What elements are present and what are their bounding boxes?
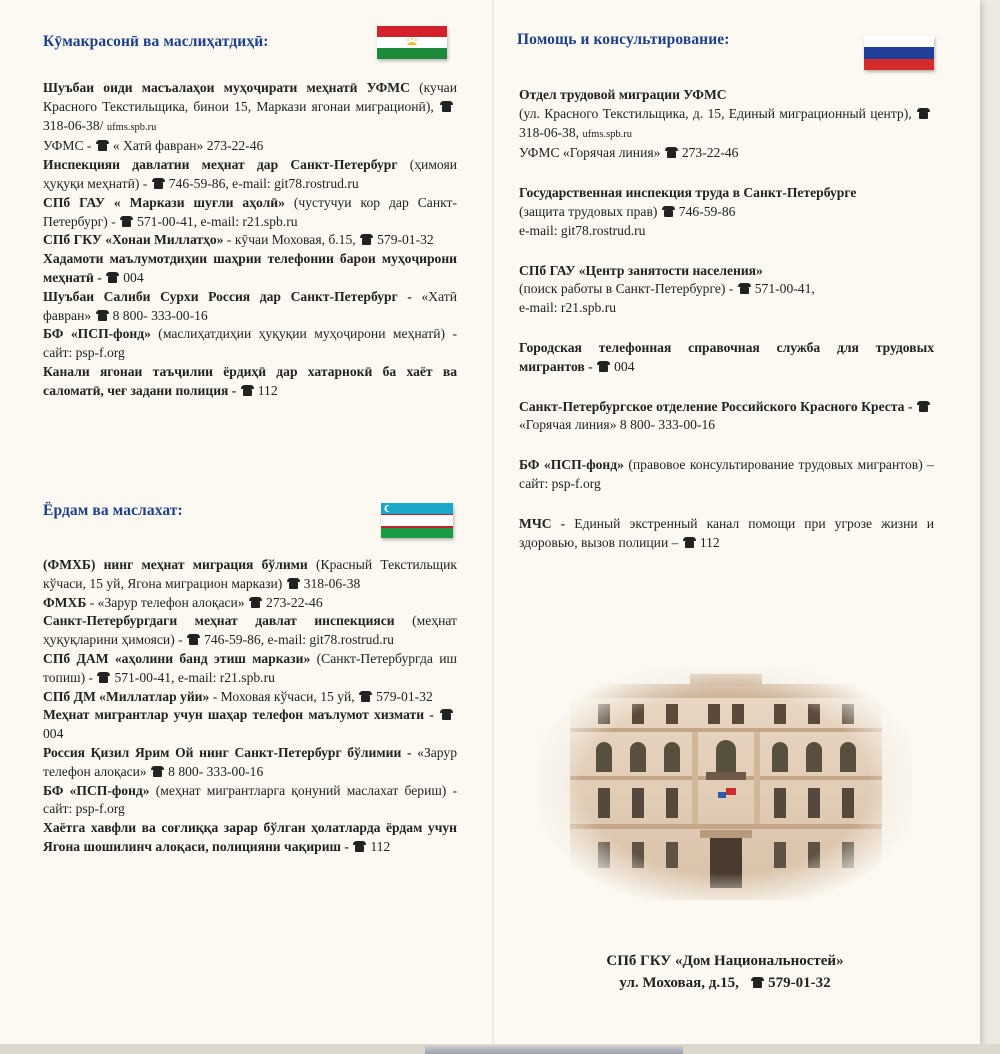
phone-number: 746-59-86, e-mail: git78.rostrud.ru [168, 175, 359, 191]
entry-text: (маслиҳатдиҳии ҳуқуқии муҳоҷирони меҳнатӣ) - сайт: psp-f.org [43, 326, 457, 361]
entry-title: БФ «ПСП-фонд» [43, 782, 150, 798]
russia-flag [864, 36, 934, 70]
entry-title: БФ «ПСП-фонд» [519, 457, 624, 473]
entry-text: (защита трудовых прав) [519, 203, 658, 219]
tajik-entry-3 [43, 156, 457, 194]
phone-icon [682, 537, 697, 548]
phone-icon [359, 234, 374, 245]
phone-number: 318-06-38, [519, 124, 580, 140]
russian-entry-7 [519, 515, 934, 553]
phone-icon [95, 140, 110, 151]
entry-title: Санкт-Петербургское отделение Российского Красного Креста - [519, 398, 913, 414]
phone-number: 746-59-86, e-mail: git78.rostrud.ru [204, 632, 394, 648]
entry-text: (чустучуи кор дар Санкт-Петербург) - [43, 194, 457, 229]
tajik-entry-6 [43, 250, 457, 288]
uzbek-entry-5 [43, 688, 457, 707]
phone-icon [119, 216, 134, 227]
russian-entry-4 [519, 339, 934, 377]
entry-title: Городская телефонная справочная служба для трудовых мигрантов - [519, 339, 934, 374]
russian-entry-3 [519, 262, 934, 318]
entry-text: (Санкт-Петербургда иш топиш) - [43, 650, 457, 685]
entry-text: (меҳнат ҳуқуқларини ҳимояси) - [43, 613, 457, 648]
uzbek-entry-3 [43, 612, 457, 650]
russian-entry-5 [519, 398, 934, 436]
phone-number: 004 [123, 269, 144, 285]
phone-icon [240, 385, 255, 396]
footer-phone: 579-01-32 [768, 975, 831, 991]
phone-number: 318-06-38/ [43, 117, 104, 133]
entry-title: Хаётга хавфли ва соғлиққа зарар бўлган ҳолатларда ёрдам учун Ягона шошилинч алоқаси, полицияни чақириш - [43, 820, 457, 854]
entry-title: Шуъбаи оиди масъалаҳои муҳоҷирати меҳнатӣ УФМС [43, 80, 410, 95]
phone-icon [150, 766, 165, 777]
russian-entry-6 [519, 456, 934, 494]
entry-title: Шуъбаи Салиби Сурхи Россия дар Санкт-Петербург - [43, 288, 412, 304]
tajik-entry-8 [43, 325, 457, 363]
entry-title: Инспекцияи давлатии меҳнат дар Санкт-Петербург [43, 157, 398, 173]
uzbek-entry-1 [43, 556, 457, 594]
phone-icon [916, 401, 931, 412]
russian-entry-2 [519, 184, 934, 240]
fold-line [492, 0, 494, 1044]
uzbekistan-flag [381, 503, 453, 538]
phone-icon [186, 634, 201, 645]
entry-title: СПб ГКУ «Хонаи Миллатҳо» [43, 232, 224, 248]
russian-entry-1 [519, 86, 934, 163]
russian-heading: Помощь и консультирование: [517, 31, 730, 48]
entry-text: (правовое консультирование трудовых мигрантов) – сайт: psp-f.org [519, 457, 934, 491]
entry-title: МЧС - [519, 515, 566, 531]
entry-title: Канали ягонаи таъҷилии ёрдиҳӣ дар хатарнокӣ ба хаёт ва саломатӣ, чеғ задани полиция - [43, 363, 457, 398]
phone-icon [664, 147, 679, 158]
tajik-entry-9 [43, 363, 457, 401]
phone-number: 273-22-46 [266, 594, 323, 610]
phone-icon [151, 178, 166, 189]
phone-icon [358, 691, 373, 702]
footer-address-line [520, 972, 930, 994]
uzbek-entry-9 [43, 819, 457, 857]
phone-icon [750, 977, 765, 988]
tajik-entry-2 [43, 137, 457, 156]
entry-title: Меҳнат мигрантлар учун шаҳар телефон маълумот хизмати - [43, 707, 434, 723]
tajik-entry-1 [43, 79, 457, 137]
phone-icon [439, 101, 454, 112]
footer-address [520, 950, 930, 994]
uzbek-entry-8 [43, 782, 457, 820]
uzbek-entry-4 [43, 650, 457, 688]
entry-title: СПб ДМ «Миллатлар уйи» [43, 688, 210, 704]
entry-title: ФМХБ [43, 594, 87, 610]
entry-text: «Горячая линия» [519, 417, 617, 433]
phone-number: 318-06-38 [303, 575, 361, 591]
uzbek-entry-6 [43, 706, 457, 744]
entry-text: (поиск работы в Санкт-Петербурге) - [519, 281, 734, 297]
entry-text: (кучаи Красного Текстильщика, бинои 15, Маркази ягонаи миграционӣ), [43, 80, 457, 114]
entry-text: - кӯчаи Моховая, б.15, [226, 232, 356, 248]
entry-text: (меҳнат мигрантларга қонуний маслахат бериш) - сайт: psp-f.org [43, 782, 458, 817]
russian-contacts [519, 86, 934, 573]
phone-number: 112 [699, 534, 720, 550]
uzbek-heading: Ёрдам ва маслахат: [43, 502, 183, 519]
phone-icon [248, 597, 263, 608]
phone-number: 746-59-86 [678, 203, 736, 219]
entry-title: Государственная инспекция труда в Санкт-Петербурге [519, 185, 857, 201]
phone-icon [596, 361, 611, 372]
footer-org-name: СПб ГКУ «Дом Национальностей» [606, 953, 844, 969]
phone-icon [286, 578, 301, 589]
entry-title: Санкт-Петербургдаги меҳнат давлат инспекцияси [43, 613, 395, 629]
entry-title: СПб ГАУ «Центр занятости населения» [519, 262, 763, 278]
entry-text: «Зарур телефон алоқаси» [43, 744, 457, 779]
phone-icon [105, 272, 120, 283]
entry-text: - «Зарур телефон алоқаси» [89, 594, 245, 610]
site-link[interactable]: ufms.spb.ru [582, 128, 633, 140]
entry-text: (Красный Текстильщик кўчаси, 15 уй, Ягона миграцион маркази) [43, 557, 457, 591]
phone-number: 004 [614, 358, 635, 374]
email-text[interactable]: e-mail: git78.rostrud.ru [519, 222, 646, 238]
entry-title: Отдел трудовой миграции УФМС [519, 87, 727, 102]
phone-icon [439, 709, 454, 720]
entry-title: СПб ГАУ « Маркази шуғли аҳолӣ» [43, 194, 285, 210]
phone-icon [737, 283, 752, 294]
phone-number: 579-01-32 [377, 232, 434, 248]
entry-title: Россия Қизил Ярим Ой нинг Санкт-Петербург бўлимии - [43, 744, 412, 760]
phone-icon [661, 206, 676, 217]
entry-text: Единый экстренный канал помощи при угрозе жизни и здоровью, вызов полиции – [519, 515, 934, 550]
footer-street: ул. Моховая, д.15, [619, 975, 739, 991]
entry-text: УФМС - [43, 138, 92, 154]
tajikistan-flag [377, 26, 447, 59]
tajik-entry-4 [43, 194, 457, 232]
phone-number: 8 800- 333-00-16 [112, 307, 208, 323]
entry-text: (ҳимояи ҳуқуқи меҳнатӣ) - [43, 157, 458, 191]
phone-number: 579-01-32 [376, 688, 433, 704]
phone-number: 571-00-41, [754, 281, 815, 297]
email-text[interactable]: e-mail: r21.spb.ru [519, 300, 617, 316]
phone-icon [96, 672, 111, 683]
tajik-entry-5 [43, 231, 457, 250]
uzbek-contacts [43, 556, 457, 857]
entry-title: БФ «ПСП-фонд» [43, 326, 151, 342]
tajik-heading: Кӯмакрасонӣ ва маслиҳатдиҳӣ: [43, 33, 269, 50]
uzbek-entry-2 [43, 594, 457, 613]
phone-number: 273-22-46 [681, 145, 739, 161]
phone-number: 004 [43, 726, 64, 742]
bottom-strip [0, 1044, 1000, 1054]
phone-icon [916, 108, 931, 119]
phone-number: 571-00-41, e-mail: r21.spb.ru [137, 213, 298, 229]
tajik-contacts [43, 79, 457, 401]
entry-text: «Хатӣ фавран» [43, 288, 458, 323]
entry-title: СПб ДАМ «аҳолини банд этиш маркази» [43, 650, 311, 666]
uzbek-entry-7 [43, 744, 457, 782]
entry-text: УФМС «Горячая линия» [519, 145, 661, 161]
phone-number: 571-00-41, e-mail: r21.spb.ru [114, 669, 275, 685]
entry-title: Хадамоти маълумотдиҳии шаҳрии телефонии барои муҳоҷирони меҳнатӣ - [43, 251, 457, 285]
next-page-edge [425, 1046, 683, 1054]
phone-icon [352, 841, 367, 852]
phone-number: « Хатӣ фавран» 273-22-46 [112, 138, 264, 154]
entry-text: - Моховая кўчаси, 15 уй, [212, 688, 355, 704]
phone-number: 112 [257, 382, 278, 398]
phone-number: 8 800- 333-00-16 [168, 763, 264, 779]
tajik-entry-7 [43, 288, 457, 326]
phone-number: 112 [370, 838, 391, 854]
phone-icon [95, 310, 110, 321]
phone-number: 8 800- 333-00-16 [619, 417, 716, 433]
entry-text: (ул. Красного Текстильщика, д. 15, Единый миграционный центр), [519, 105, 912, 121]
building-photo [540, 668, 912, 900]
site-link[interactable]: ufms.spb.ru [106, 121, 157, 133]
entry-title: (ФМХБ) нинг меҳнат миграция бўлими [43, 557, 308, 572]
